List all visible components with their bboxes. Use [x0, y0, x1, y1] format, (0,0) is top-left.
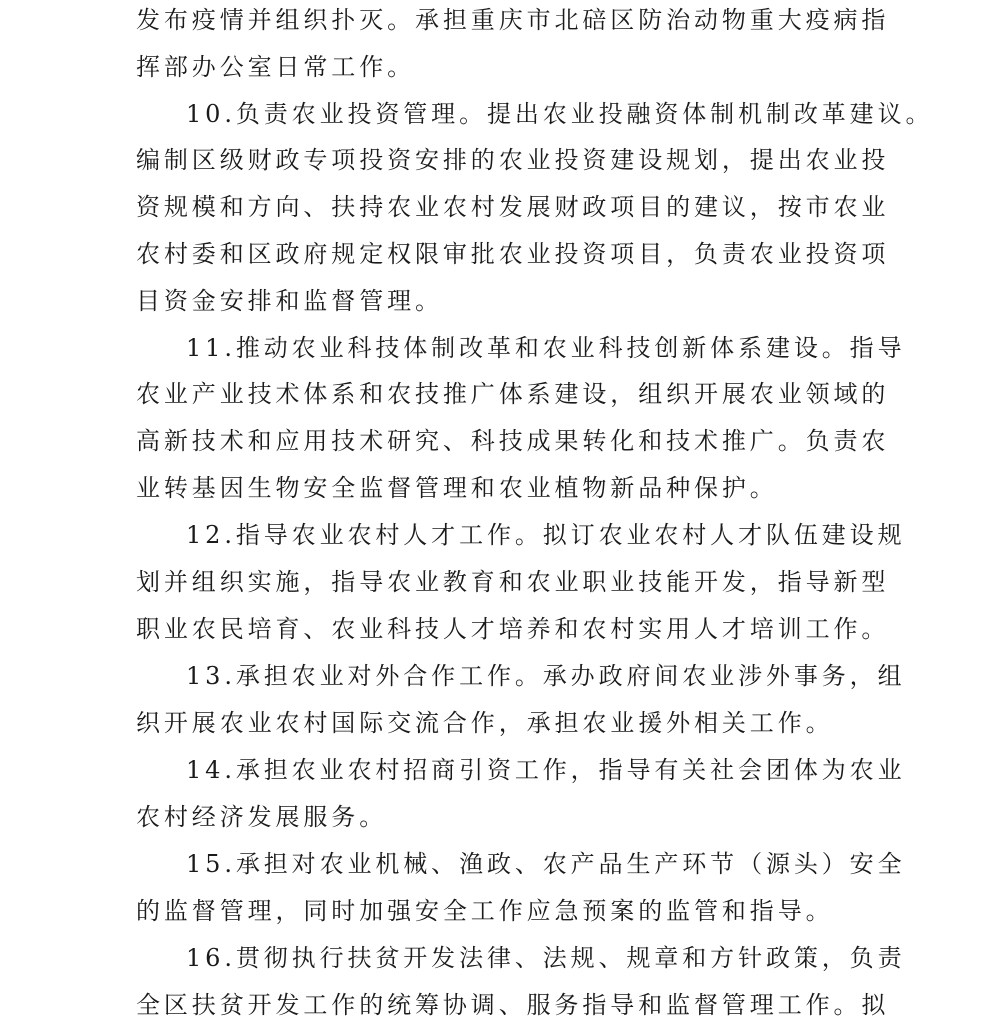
text-line: 农村委和区政府规定权限审批农业投资项目，负责农业投资项: [136, 240, 890, 268]
text-line: 发布疫情并组织扑灭。承担重庆市北碚区防治动物重大疫病指: [136, 6, 890, 34]
paragraph-13-start: 13.承担农业对外合作工作。承办政府间农业涉外事务，组: [186, 662, 906, 690]
text-line: 的监督管理，同时加强安全工作应急预案的监管和指导。: [136, 897, 834, 925]
paragraph-10-start: 10.负责农业投资管理。提出农业投融资体制机制改革建议。: [186, 100, 934, 128]
text-line: 资规模和方向、扶持农业农村发展财政项目的建议，按市农业: [136, 193, 890, 221]
text-line: 农业产业技术体系和农技推广体系建设，组织开展农业领域的: [136, 380, 890, 408]
text-line: 业转基因生物安全监督管理和农业植物新品种保护。: [136, 474, 778, 502]
text-line: 划并组织实施，指导农业教育和农业职业技能开发，指导新型: [136, 568, 890, 596]
paragraph-12-start: 12.指导农业农村人才工作。拟订农业农村人才队伍建设规: [186, 521, 906, 549]
text-line: 农村经济发展服务。: [136, 803, 388, 831]
text-line: 挥部办公室日常工作。: [136, 53, 415, 81]
text-line: 高新技术和应用技术研究、科技成果转化和技术推广。负责农: [136, 427, 890, 455]
paragraph-14-start: 14.承担农业农村招商引资工作，指导有关社会团体为农业: [186, 756, 906, 784]
paragraph-15-start: 15.承担对农业机械、渔政、农产品生产环节（源头）安全: [186, 850, 906, 878]
text-line: 织开展农业农村国际交流合作，承担农业援外相关工作。: [136, 709, 834, 737]
text-line: 全区扶贫开发工作的统筹协调、服务指导和监督管理工作。拟: [136, 991, 890, 1019]
text-line: 编制区级财政专项投资安排的农业投资建设规划，提出农业投: [136, 146, 890, 174]
paragraph-11-start: 11.推动农业科技体制改革和农业科技创新体系建设。指导: [186, 334, 906, 362]
text-line: 目资金安排和监督管理。: [136, 287, 443, 315]
paragraph-16-start: 16.贯彻执行扶贫开发法律、法规、规章和方针政策，负责: [186, 944, 906, 972]
text-line: 职业农民培育、农业科技人才培养和农村实用人才培训工作。: [136, 615, 890, 643]
